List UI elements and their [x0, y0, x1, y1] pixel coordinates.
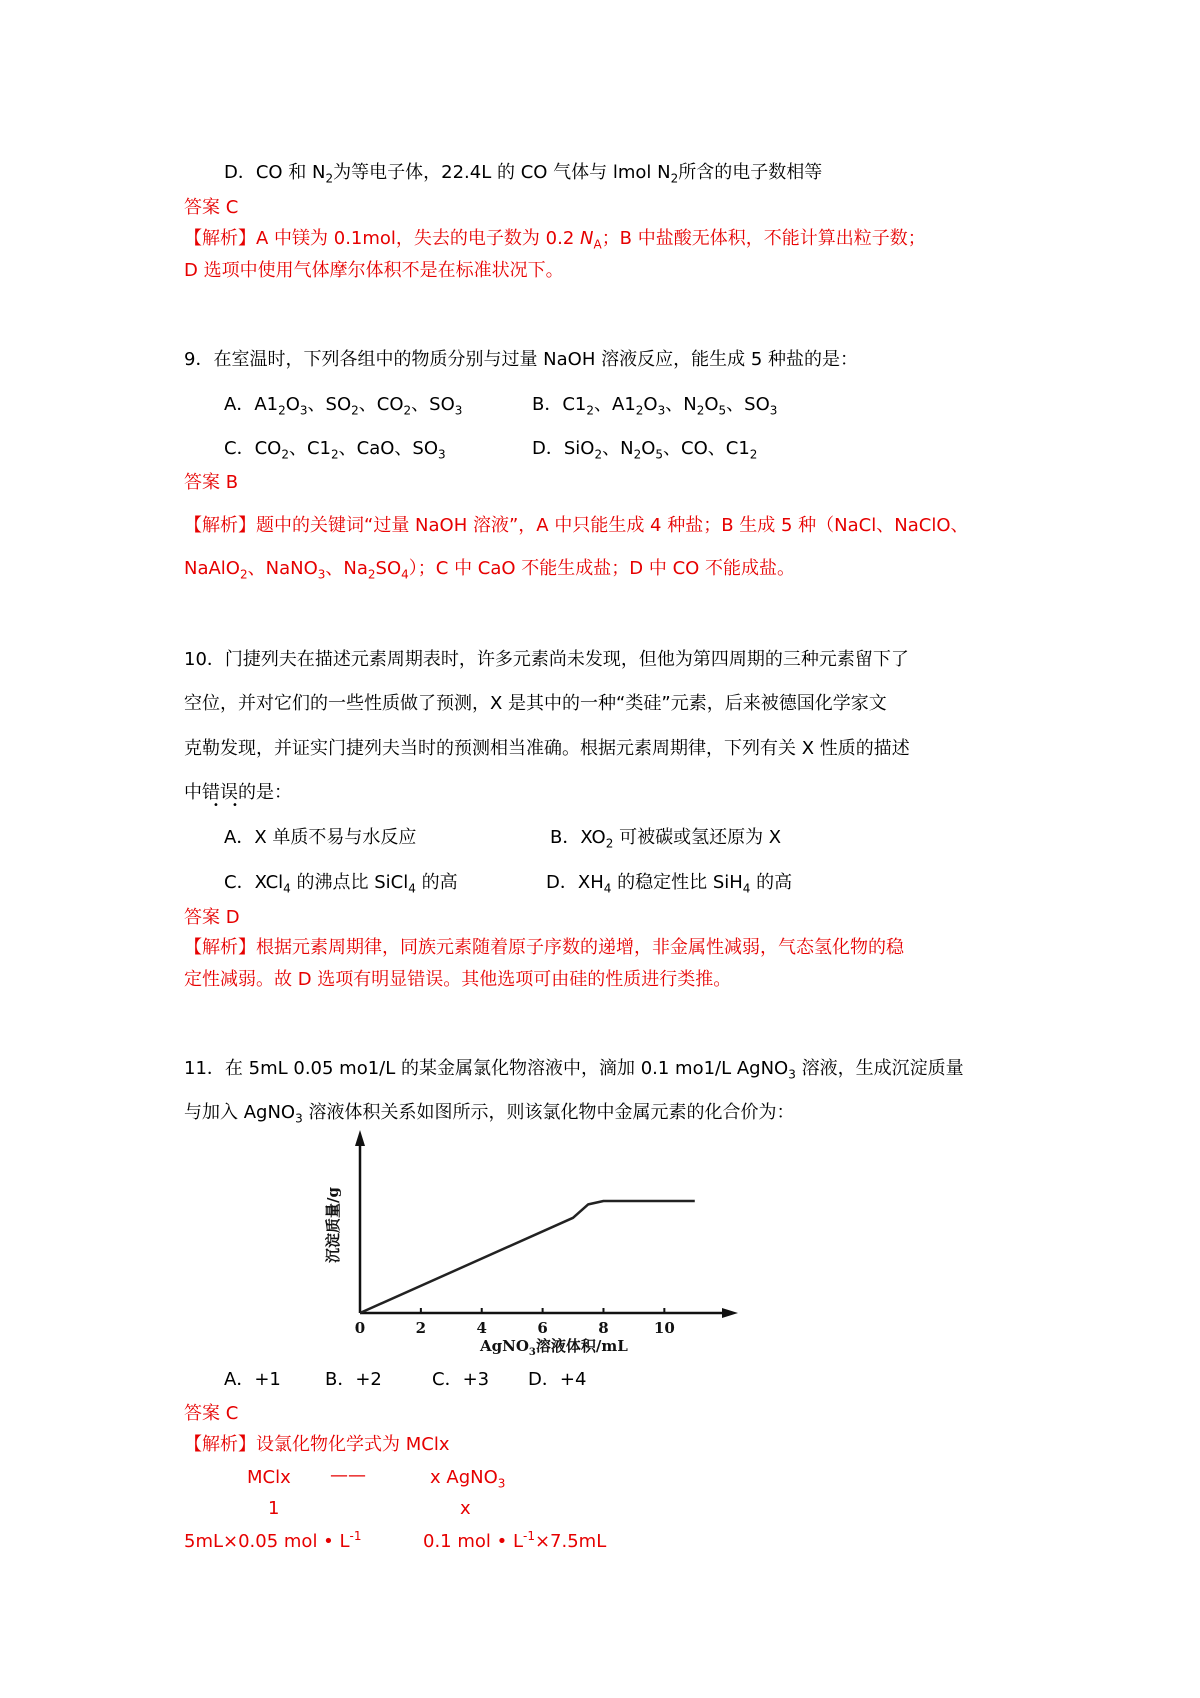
- eq-mclx: MClx: [247, 1467, 291, 1488]
- q10-option-d: D．$XH_4$ 的稳定性比 SiH$_4$ 的高: [546, 872, 793, 896]
- q10-answer: 答案 D: [184, 907, 240, 928]
- q8-answer: 答案 C: [184, 197, 239, 218]
- q11-answer: 答案 C: [184, 1403, 239, 1424]
- q9-stem: 9．在室温时，下列各组中的物质分别与过量 NaOH 溶液反应，能生成 5 种盐的是：: [184, 349, 858, 370]
- q8-analysis-line1: 【解析】A 中镁为 0.1mol，失去的电子数为 0.2 $N_A$；B 中盐酸无体积，不能计算出粒子数；: [184, 228, 926, 252]
- q11-option-b: B．+2: [325, 1369, 382, 1390]
- q10-stem-line3: 克勒发现，并证实门捷列夫当时的预测相当准确。根据元素周期律，下列有关 X 性质的描述: [184, 738, 910, 759]
- eq-left-amount: 5mL×0.05 mol • $L^{-1}$: [184, 1529, 362, 1552]
- x-tick-label: 6: [537, 1319, 548, 1337]
- q10-analysis-line1: 【解析】根据元素周期律，同族元素随着原子序数的递增，非金属性减弱，气态氢化物的稳: [184, 937, 904, 958]
- emphasis-dot: •: [232, 800, 238, 811]
- series-line: [360, 1201, 695, 1313]
- x-tick-label: 0: [354, 1319, 366, 1337]
- q10-stem-line2: 空位，并对它们的一些性质做了预测，X 是其中的一种“类硅”元素，后来被德国化学家文: [184, 693, 887, 714]
- x-tick-label: 2: [415, 1319, 427, 1337]
- y-axis-label: 沉淀质量/g: [324, 1187, 342, 1263]
- precipitate-chart: [315, 1115, 785, 1355]
- q9-option-c: C．$CO_2$、$C1_2$、CaO、$SO_3$: [224, 438, 446, 462]
- emphasis-dot: •: [213, 800, 219, 811]
- x-axis-label: AgNO$_3$溶液体积/mL: [480, 1337, 628, 1355]
- q8-analysis-line2: D 选项中使用气体摩尔体积不是在标准状况下。: [184, 260, 564, 281]
- q10-option-a: A．X 单质不易与水反应: [224, 827, 417, 848]
- q11-option-c: C．+3: [432, 1369, 490, 1390]
- x-axis-arrow: [722, 1308, 738, 1318]
- q10-stem-line4: 中错误的是：: [184, 782, 292, 803]
- q10-option-c: C．XCl$_4$ 的沸点比 SiCl$_4$ 的高: [224, 872, 458, 896]
- q10-analysis-line2: 定性减弱。故 D 选项有明显错误。其他选项可由硅的性质进行类推。: [184, 969, 732, 990]
- eq-x: x: [460, 1498, 471, 1519]
- q11-stem-line2: 与加入 AgNO$_3$ 溶液体积关系如图所示，则该氯化物中金属元素的化合价为：: [184, 1102, 795, 1126]
- x-tick-label: 8: [598, 1319, 609, 1337]
- x-tick-label: 10: [653, 1319, 675, 1337]
- q10-stem-line1: 10．门捷列夫在描述元素周期表时，许多元素尚未发现，但他为第四周期的三种元素留下了: [184, 649, 909, 670]
- q8-option-d: D．CO 和 $N_2$为等电子体，22.4L 的 CO 气体与 lmol $N_2$所含的电子数相等: [224, 162, 823, 186]
- q10-option-b: B．$XO_2$ 可被碳或氢还原为 X: [550, 827, 782, 851]
- q9-analysis-line1: 【解析】题中的关键词“过量 NaOH 溶液”，A 中只能生成 4 种盐；B 生成 5 种（NaCl、NaClO、: [184, 515, 969, 536]
- q11-option-a: A．+1: [224, 1369, 281, 1390]
- q9-analysis-line2: NaAlO$_2$、NaNO$_3$、$Na_2SO_4$）；C 中 CaO 不能生成盐；D 中 CO 不能成盐。: [184, 558, 796, 582]
- q11-stem-line1: 11．在 5mL 0.05 mo1/L 的某金属氯化物溶液中，滴加 0.1 mo1/L AgNO$_3$ 溶液，生成沉淀质量: [184, 1058, 964, 1082]
- eq-one: 1: [268, 1498, 280, 1519]
- eq-right-amount: 0.1 mol • $L^{-1}\times 7.5mL$: [423, 1529, 607, 1552]
- x-tick-label: 4: [476, 1319, 487, 1337]
- q9-option-b: B．$C1_2$、$A1_2O_3$、$N_2O_5$、$SO_3$: [532, 394, 778, 418]
- y-axis-arrow: [355, 1130, 365, 1146]
- eq-agno3: x AgNO$_3$: [430, 1467, 506, 1491]
- q9-option-d: D．SiO$_2$、$N_2O_5$、CO、$C1_2$: [532, 438, 758, 462]
- eq-dash: ——: [330, 1465, 366, 1486]
- q11-analysis-line1: 【解析】设氯化物化学式为 MClx: [184, 1434, 450, 1455]
- q11-option-d: D．+4: [528, 1369, 587, 1390]
- q9-answer: 答案 B: [184, 472, 239, 493]
- q9-option-a: A．$A1_2O_3$、$SO_2$、$CO_2$、$SO_3$: [224, 394, 463, 418]
